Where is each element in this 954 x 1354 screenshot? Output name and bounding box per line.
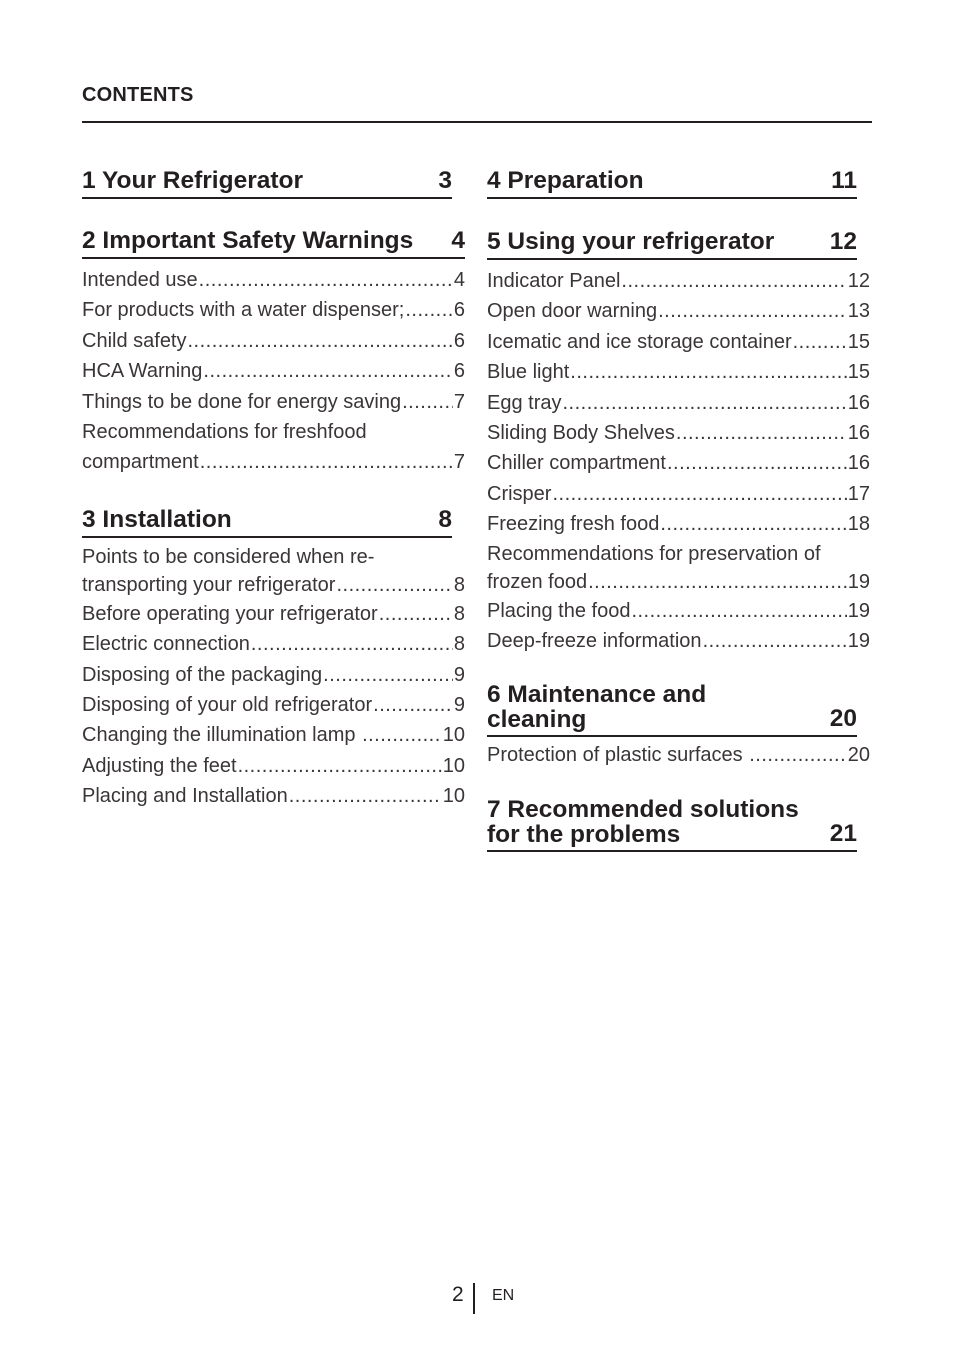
entry-page: 7 (453, 451, 465, 474)
toc-entry[interactable] (487, 509, 870, 539)
leader-dots (660, 509, 846, 539)
toc-entry[interactable] (487, 388, 870, 418)
entry-page: 10 (442, 754, 465, 777)
section-page: 12 (829, 228, 857, 255)
footer-divider (473, 1283, 475, 1314)
entry-title-line2: compartment (82, 451, 199, 474)
entry-page: 6 (453, 329, 465, 352)
toc-entry[interactable] (82, 387, 465, 417)
section-title-line1: 6 Maintenance and (487, 681, 707, 709)
entry-title: Intended use (82, 269, 198, 291)
toc-entry[interactable] (487, 418, 870, 448)
entry-title: Placing and Installation (82, 785, 288, 808)
entry-title: Changing the illumination lamp (82, 724, 362, 747)
entry-page: 16 (847, 422, 870, 445)
toc-entry[interactable] (487, 740, 870, 770)
leader-dots (251, 629, 453, 659)
section-page: 4 (451, 227, 465, 254)
toc-entry[interactable] (487, 626, 870, 656)
entry-title: Chiller compartment (487, 452, 666, 475)
entry-page: 15 (847, 361, 870, 384)
entry-page: 6 (453, 360, 465, 383)
section-page: 8 (438, 505, 452, 533)
toc-entry[interactable] (82, 599, 465, 629)
toc-entry[interactable] (82, 629, 465, 659)
leader-dots (631, 596, 846, 626)
entry-title: For products with a water dispenser; (82, 299, 405, 322)
leader-dots (199, 265, 453, 295)
section-title-line1: 7 Recommended solutions (487, 795, 799, 823)
toc-section-4[interactable] (487, 168, 857, 199)
toc-section-7[interactable] (487, 797, 857, 852)
section-title: 2 Important Safety Warnings (82, 227, 414, 254)
entry-page: 9 (453, 694, 465, 717)
entry-title: Before operating your refrigerator (82, 602, 378, 625)
section-title: 4 Preparation (487, 167, 644, 194)
entry-title: Disposing of the packaging (82, 663, 323, 686)
leader-dots (379, 599, 453, 629)
section-title-line2: cleaning (487, 706, 587, 734)
leader-dots (588, 568, 847, 596)
toc-section-6[interactable] (487, 682, 857, 737)
leader-dots (570, 357, 846, 387)
entry-page: 10 (442, 724, 465, 747)
leader-dots (405, 295, 453, 325)
entry-title: Sliding Body Shelves (487, 422, 675, 445)
toc-section-1[interactable] (82, 168, 452, 199)
leader-dots (238, 751, 442, 781)
toc-entry[interactable] (82, 356, 465, 386)
entry-page: 15 (847, 330, 870, 353)
entry-title: HCA Warning (82, 360, 203, 383)
entry-page: 4 (453, 269, 465, 291)
entry-page: 19 (847, 630, 870, 653)
toc-entry[interactable] (82, 295, 465, 325)
section-5-entries (487, 266, 870, 656)
section-title-line2: for the problems (487, 820, 681, 848)
entry-title: Icematic and ice storage container (487, 330, 792, 353)
entry-title: Disposing of your old refrigerator (82, 694, 373, 717)
entry-title: Child safety (82, 329, 187, 352)
leader-dots (362, 720, 442, 750)
toc-entry[interactable] (487, 596, 870, 626)
toc-entry[interactable] (82, 265, 465, 295)
leader-dots (402, 387, 453, 417)
leader-dots (676, 418, 847, 448)
entry-title: Open door warning (487, 300, 658, 323)
entry-title: Electric connection (82, 633, 250, 656)
leader-dots (562, 388, 846, 418)
toc-section-3[interactable] (82, 507, 452, 538)
entry-page: 18 (847, 513, 870, 536)
entry-page: 13 (847, 300, 870, 323)
entry-title-line2: frozen food (487, 570, 588, 593)
entry-page: 19 (847, 599, 870, 622)
entry-title-line2: transporting your refrigerator (82, 573, 336, 596)
section-2-entries (82, 265, 465, 478)
entry-page: 8 (453, 633, 465, 656)
section-3-entries (82, 543, 465, 812)
entry-title-line1: Recommendations for freshfood (82, 421, 367, 444)
leader-dots (552, 479, 846, 509)
entry-page: 12 (847, 270, 870, 292)
toc-entry[interactable] (487, 357, 870, 387)
toc-entry[interactable] (487, 540, 870, 596)
leader-dots (289, 781, 442, 811)
section-title: 5 Using your refrigerator (487, 228, 775, 255)
entry-page: 9 (453, 663, 465, 686)
leader-dots (621, 266, 846, 296)
leader-dots (203, 356, 452, 386)
entry-title: Indicator Panel (487, 270, 621, 292)
leader-dots (793, 327, 847, 357)
header-divider (82, 121, 872, 123)
toc-entry[interactable] (82, 417, 465, 478)
section-page: 11 (831, 167, 857, 194)
entry-title: Things to be done for energy saving (82, 390, 402, 413)
entry-title: Blue light (487, 361, 570, 384)
entry-page: 7 (453, 390, 465, 413)
page-number: 2 (452, 1283, 464, 1306)
section-title: 3 Installation (82, 505, 232, 533)
toc-entry[interactable] (82, 751, 465, 781)
section-page: 3 (438, 167, 452, 194)
section-page: 20 (829, 705, 857, 733)
entry-title: Egg tray (487, 391, 562, 414)
entry-title: Protection of plastic surfaces (487, 744, 749, 767)
entry-page: 8 (453, 602, 465, 625)
leader-dots (188, 326, 453, 356)
toc-entry[interactable] (82, 781, 465, 811)
section-title: 1 Your Refrigerator (82, 167, 304, 194)
entry-title: Adjusting the feet (82, 754, 237, 777)
leader-dots (373, 690, 453, 720)
toc-entry[interactable] (487, 327, 870, 357)
leader-dots (200, 447, 453, 477)
entry-title: Deep-freeze information (487, 630, 702, 653)
toc-entry[interactable] (82, 326, 465, 356)
toc-entry[interactable] (82, 690, 465, 720)
entry-page: 6 (453, 299, 465, 322)
leader-dots (667, 448, 847, 478)
toc-entry[interactable] (82, 543, 465, 599)
leader-dots (658, 296, 847, 326)
leader-dots (336, 571, 452, 599)
entry-title-line1: Points to be considered when re- (82, 545, 375, 568)
entry-title: Placing the food (487, 599, 631, 622)
toc-section-2[interactable] (82, 228, 465, 259)
toc-entry[interactable] (82, 720, 465, 750)
toc-left-column (82, 168, 465, 812)
leader-dots (323, 660, 453, 690)
leader-dots (749, 740, 847, 770)
entry-page: 16 (847, 391, 870, 414)
language-code: EN (492, 1287, 515, 1304)
entry-page: 20 (847, 744, 870, 767)
toc-entry[interactable] (487, 448, 870, 478)
leader-dots (703, 626, 847, 656)
toc-entry[interactable] (487, 296, 870, 326)
entry-page: 19 (847, 570, 870, 593)
entry-title-line1: Recommendations for preservation of (487, 542, 821, 565)
toc-section-5[interactable] (487, 229, 857, 260)
section-6-entries (487, 740, 870, 770)
toc-entry[interactable] (487, 266, 870, 296)
page-header-title: CONTENTS (82, 84, 194, 106)
section-page: 21 (829, 819, 857, 847)
toc-entry[interactable] (487, 479, 870, 509)
toc-entry[interactable] (82, 660, 465, 690)
entry-page: 8 (453, 573, 465, 596)
entry-page: 17 (847, 482, 870, 505)
entry-title: Crisper (487, 482, 552, 505)
toc-right-column (487, 168, 870, 852)
entry-page: 16 (847, 452, 870, 475)
entry-page: 10 (442, 785, 465, 808)
entry-title: Freezing fresh food (487, 513, 660, 536)
